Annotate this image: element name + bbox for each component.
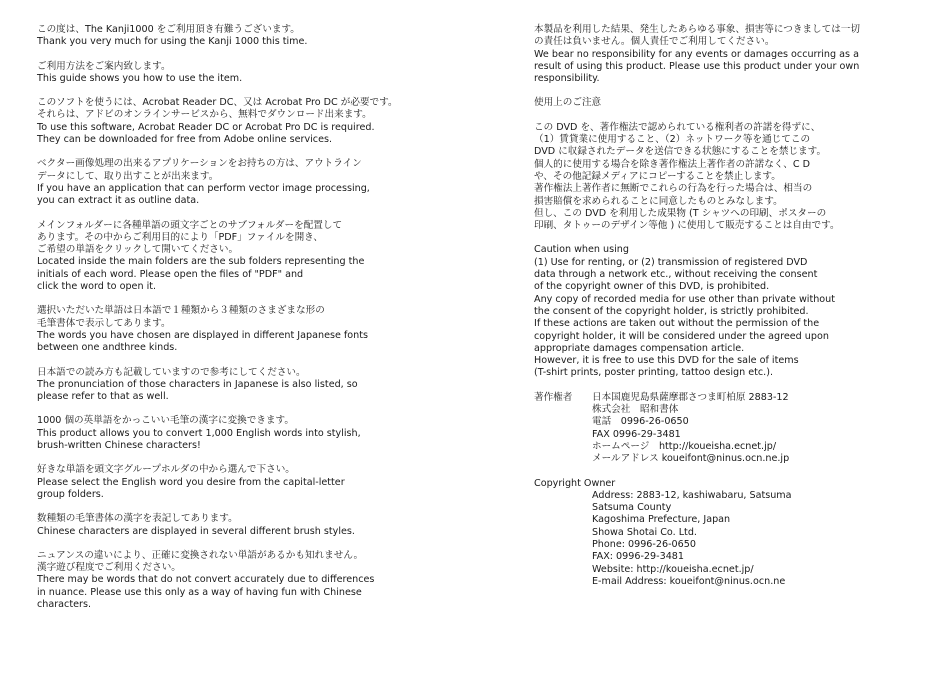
text-line: result of using this product. Please use this product under your own xyxy=(534,60,860,72)
text-line: Caution when using xyxy=(534,244,629,256)
disclaimer-paragraph xyxy=(534,24,939,85)
text-line: They can be downloaded for free from Adobe online services. xyxy=(37,134,333,146)
text-line: between one andthree kinds. xyxy=(37,342,178,354)
vector-paragraph xyxy=(37,158,477,207)
text-line: あります。その中からご利用目的により「PDF」ファイルを開き、 xyxy=(37,231,323,243)
text-line: Located inside the main folders are the sub folders representing the xyxy=(37,256,365,268)
text-line: 電話 0996-26-0650 xyxy=(592,416,689,428)
text-line: 毛筆書体で表示してあります。 xyxy=(37,317,171,329)
text-line: (1) Use for renting, or (2) transmission of registered DVD xyxy=(534,256,808,268)
convert-paragraph xyxy=(37,415,477,452)
text-line: ご利用方法をご案内致します。 xyxy=(37,60,171,72)
caution-heading-jp xyxy=(534,97,939,109)
text-line: この DVD を、著作権法で認められている権利者の許諾を得ずに、 xyxy=(534,121,821,133)
copyright-holder-jp xyxy=(534,392,939,466)
text-line: Phone: 0996-26-0650 xyxy=(592,538,696,550)
requirements-paragraph xyxy=(37,97,477,146)
text-line: メインフォルダーに各種単語の頭文字ごとのサブフォルダーを配置して xyxy=(37,219,343,231)
pronunciation-paragraph xyxy=(37,367,477,404)
text-line: The pronunciation of those characters in Japanese is also listed, so xyxy=(37,378,358,390)
text-line: ホームページ http://koueisha.ecnet.jp/ xyxy=(592,440,777,452)
text-line: characters. xyxy=(37,598,91,610)
text-line: 漢字遊び程度でご利用ください。 xyxy=(37,562,181,574)
text-line: DVD に収録されたデータを送信できる状態にすることを禁じます。 xyxy=(534,146,827,158)
text-line: in nuance. Please use this only as a way of having fun with Chinese xyxy=(37,586,362,598)
text-line: 印刷、タトゥーのデザイン等他 ) に使用して販売することは自由です。 xyxy=(534,220,840,232)
text-line: FAX: 0996-29-3481 xyxy=(592,551,685,563)
text-line: 日本語での読み方も記載していますので参考にしてください。 xyxy=(37,366,306,378)
text-line: Address: 2883-12, kashiwabaru, Satsuma xyxy=(592,489,792,501)
text-line: 好きな単語を頭文字グループホルダの中から選んで下さい。 xyxy=(37,464,295,476)
caution-en-paragraph xyxy=(534,244,939,379)
text-line: 著作権法上著作者に無断でこれらの行為を行った場合は、相当の xyxy=(534,183,813,195)
text-line: 選択いただいた単語は日本語で１種類から３種類のさまざまな形の xyxy=(37,305,325,317)
copyright-owner-en xyxy=(534,478,939,589)
text-line: データにして、取り出すことが出来ます。 xyxy=(37,170,219,182)
text-line: data through a network etc., without receiving the consent xyxy=(534,269,818,281)
intro-paragraph xyxy=(37,24,477,49)
text-line: 損害賠償を求められることに同意したものとみなします。 xyxy=(534,195,783,207)
text-line: group folders. xyxy=(37,488,104,500)
text-line: This guide shows you how to use the item. xyxy=(37,72,243,84)
text-line: 但し、この DVD を利用した成果物 (T シャツへの印刷、ポスターの xyxy=(534,207,827,219)
text-line: please refer to that as well. xyxy=(37,391,169,403)
text-line: the consent of the copyright holder, is strictly prohibited. xyxy=(534,305,809,317)
text-line: Website: http://koueisha.ecnet.jp/ xyxy=(592,563,754,575)
text-line: この度は、The Kanji1000 をご利用頂き有難うございます。 xyxy=(37,24,300,35)
select-paragraph xyxy=(37,464,477,501)
folders-paragraph xyxy=(37,220,477,294)
text-line: 数種類の毛筆書体の漢字を表記してあります。 xyxy=(37,513,238,525)
brush-styles-paragraph xyxy=(37,513,477,538)
text-line: の責任は負いません。個人責任でご利用してください。 xyxy=(534,36,775,48)
copyright-owner-details xyxy=(534,490,939,588)
text-line: E-mail Address: koueifont@ninus.ocn.ne xyxy=(592,575,786,587)
text-line: （1）賃貸業に使用すること、（2）ネットワーク等を通じてこの xyxy=(534,134,811,146)
text-line: brush-written Chinese characters! xyxy=(37,440,201,452)
text-line: 日本国鹿児島県薩摩郡さつま町柏原 2883-12 xyxy=(592,391,789,403)
text-line: click the word to open it. xyxy=(37,281,157,293)
text-line: それらは、アドビのオンラインサービスから、無料でダウンロード出来ます。 xyxy=(37,109,372,121)
text-line: Chinese characters are displayed in several different brush styles. xyxy=(37,525,355,537)
section-heading: 使用上のご注意 xyxy=(534,97,602,109)
text-line: や、その他記録メディアにコピーすることを禁止します。 xyxy=(534,170,781,182)
caution-jp-paragraph xyxy=(534,122,939,233)
copyright-holder-details xyxy=(592,392,789,466)
text-line: responsibility. xyxy=(534,73,600,85)
text-line: ニュアンスの違いにより、正確に変換されない単語があるかも知れません。 xyxy=(37,549,364,561)
text-line: FAX 0996-29-3481 xyxy=(592,428,681,440)
text-line: initials of each word. Please open the files of "PDF" and xyxy=(37,268,304,280)
text-line: If you have an application that can perform vector image processing, xyxy=(37,182,370,194)
right-column xyxy=(534,24,939,600)
text-line: appropriate damages compensation article. xyxy=(534,342,745,354)
text-line: このソフトを使うには、Acrobat Reader DC、又は Acrobat Pro DC が必要です。 xyxy=(37,97,398,109)
text-line: ご希望の単語をクリックして開いてください。 xyxy=(37,244,239,256)
text-line: (T-shirt prints, poster printing, tattoo design etc.). xyxy=(534,367,774,379)
left-column xyxy=(37,24,477,623)
text-line: Please select the English word you desire from the capital-letter xyxy=(37,476,345,488)
text-line: 株式会社 昭和書体 xyxy=(592,404,679,416)
text-line: Any copy of recorded media for use other than private without xyxy=(534,293,836,305)
text-line: 1000 個の英単語をかっこいい毛筆の漢字に変換できます。 xyxy=(37,415,294,427)
text-line: Showa Shotai Co. Ltd. xyxy=(592,526,697,538)
fonts-paragraph xyxy=(37,305,477,354)
text-line: To use this software, Acrobat Reader DC or Acrobat Pro DC is required. xyxy=(37,121,375,133)
text-line: 本製品を利用した結果、発生したあらゆる事象、損害等につきましては一切 xyxy=(534,24,860,35)
text-line: copyright holder, it will be considered under the agreed upon xyxy=(534,330,829,342)
text-line: Kagoshima Prefecture, Japan xyxy=(592,514,731,526)
text-line: you can extract it as outline data. xyxy=(37,195,200,207)
text-line: of the copyright owner of this DVD, is prohibited. xyxy=(534,281,770,293)
text-line: If these actions are taken out without the permission of the xyxy=(534,318,820,330)
text-line: Thank you very much for using the Kanji 1000 this time. xyxy=(37,36,308,48)
copyright-owner-label: Copyright Owner xyxy=(534,477,616,489)
text-line: The words you have chosen are displayed in different Japanese fonts xyxy=(37,329,369,341)
text-line: Satsuma County xyxy=(592,502,672,514)
copyright-holder-label: 著作権者 xyxy=(534,391,573,403)
usage-paragraph xyxy=(37,61,477,86)
text-line: 個人的に使用する場合を除き著作権法上著作者の許諾なく、C D xyxy=(534,158,810,170)
text-line: However, it is free to use this DVD for the sale of items xyxy=(534,355,799,367)
text-line: This product allows you to convert 1,000 English words into stylish, xyxy=(37,427,361,439)
text-line: メールアドレス koueifont@ninus.ocn.ne.jp xyxy=(592,453,790,465)
text-line: ベクター画像処理の出来るアプリケーションをお持ちの方は、アウトライン xyxy=(37,158,362,170)
text-line: We bear no responsibility for any events or damages occurring as a xyxy=(534,48,859,60)
text-line: There may be words that do not convert accurately due to differences xyxy=(37,574,375,586)
nuance-paragraph xyxy=(37,550,477,611)
